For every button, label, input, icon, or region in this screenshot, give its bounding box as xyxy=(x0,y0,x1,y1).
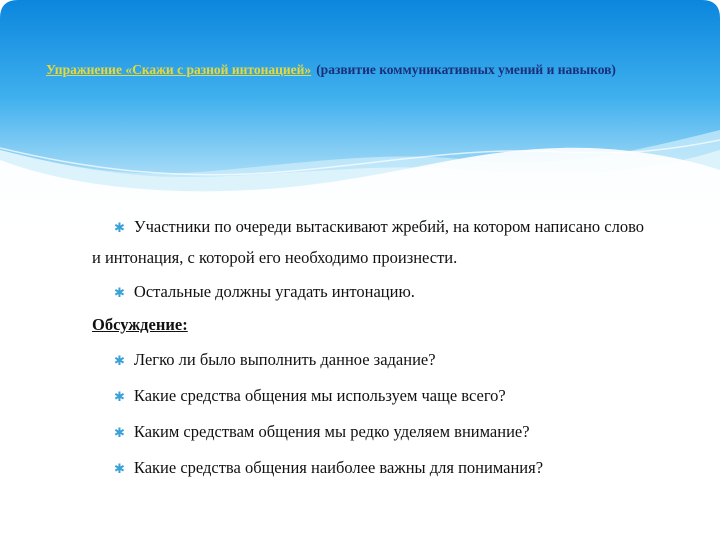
question-text: Каким средствам общения мы редко уделяем внимание? xyxy=(133,422,530,441)
question-item xyxy=(92,383,644,410)
question-text: Легко ли было выполнить данное задание? xyxy=(133,350,436,369)
title-main: Упражнение «Скажи с разной интонацией» xyxy=(46,62,312,77)
asterisk-bullet-icon: ✱ xyxy=(114,461,125,476)
sky-wave-header xyxy=(0,0,720,230)
slide-title xyxy=(46,62,686,78)
question-item xyxy=(92,419,644,446)
asterisk-bullet-icon: ✱ xyxy=(114,353,125,368)
asterisk-bullet-icon: ✱ xyxy=(114,285,125,300)
question-item xyxy=(92,347,644,374)
title-sub: (развитие коммуникативных умений и навыков) xyxy=(316,62,616,77)
bullet-text: Остальные должны угадать интонацию. xyxy=(133,282,415,301)
question-item xyxy=(92,455,644,482)
asterisk-bullet-icon: ✱ xyxy=(114,425,125,440)
discussion-heading: Обсуждение: xyxy=(92,315,188,334)
content-area xyxy=(92,212,644,491)
bullet-text: Участники по очереди вытаскивают жребий, на котором написано слово и интонация, с которой его необходимо произнести. xyxy=(92,217,645,267)
question-text: Какие средства общения наиболее важны для понимания? xyxy=(133,458,544,477)
bullet-item xyxy=(92,277,644,308)
question-text: Какие средства общения мы используем чаще всего? xyxy=(133,386,506,405)
asterisk-bullet-icon: ✱ xyxy=(114,389,125,404)
asterisk-bullet-icon: ✱ xyxy=(114,220,125,235)
bullet-item xyxy=(92,212,644,273)
